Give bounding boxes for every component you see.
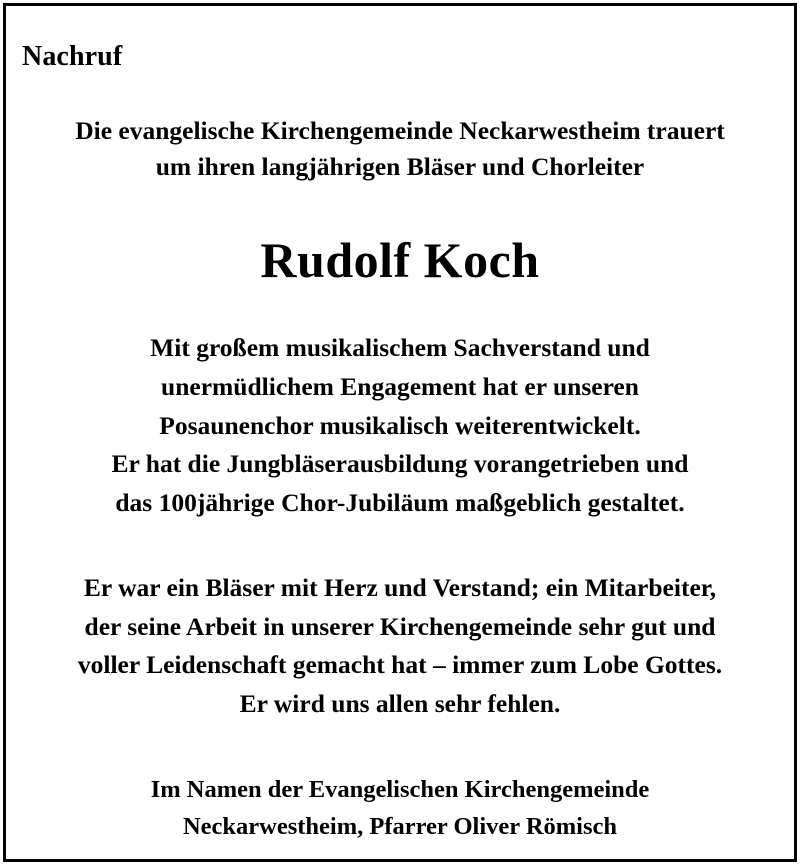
tribute-line-3: Posaunenchor musikalisch weiterentwickelt.: [159, 410, 641, 440]
intro-line-2: um ihren langjährigen Bläser und Chorleiter: [155, 152, 645, 181]
tribute-paragraph: [22, 287, 778, 523]
intro-line-1: Die evangelische Kirchengemeinde Neckarwestheim trauert: [75, 115, 725, 145]
tribute-line-4: Er hat die Jungbläserausbildung vorangetrieben und: [111, 449, 689, 479]
tribute-line-1: Mit großem musikalischem Sachverstand und: [150, 333, 650, 363]
notice-kicker: Nachruf: [22, 41, 123, 72]
memory-line-1: Er war ein Bläser mit Herz und Verstand; ein Mitarbeiter,: [83, 572, 717, 602]
memory-paragraph: [22, 523, 778, 724]
signature-block: [22, 724, 778, 846]
memory-line-2: der seine Arbeit in unserer Kirchengemeinde sehr gut und: [84, 611, 716, 641]
tribute-line-5: das 100jährige Chor-Jubiläum maßgeblich gestaltet.: [115, 488, 685, 518]
signature-line-1: Im Namen der Evangelischen Kirchengemeinde: [150, 775, 650, 803]
deceased-name: Rudolf Koch: [260, 232, 540, 289]
tribute-line-2: unermüdlichem Engagement hat er unseren: [161, 371, 639, 401]
memory-line-3: voller Leidenschaft gemacht hat – immer zum Lobe Gottes.: [77, 650, 723, 680]
intro-block: [22, 73, 778, 185]
signature-line-2: Neckarwestheim, Pfarrer Oliver Römisch: [182, 812, 618, 840]
memory-line-4: Er wird uns allen sehr fehlen.: [239, 689, 561, 719]
